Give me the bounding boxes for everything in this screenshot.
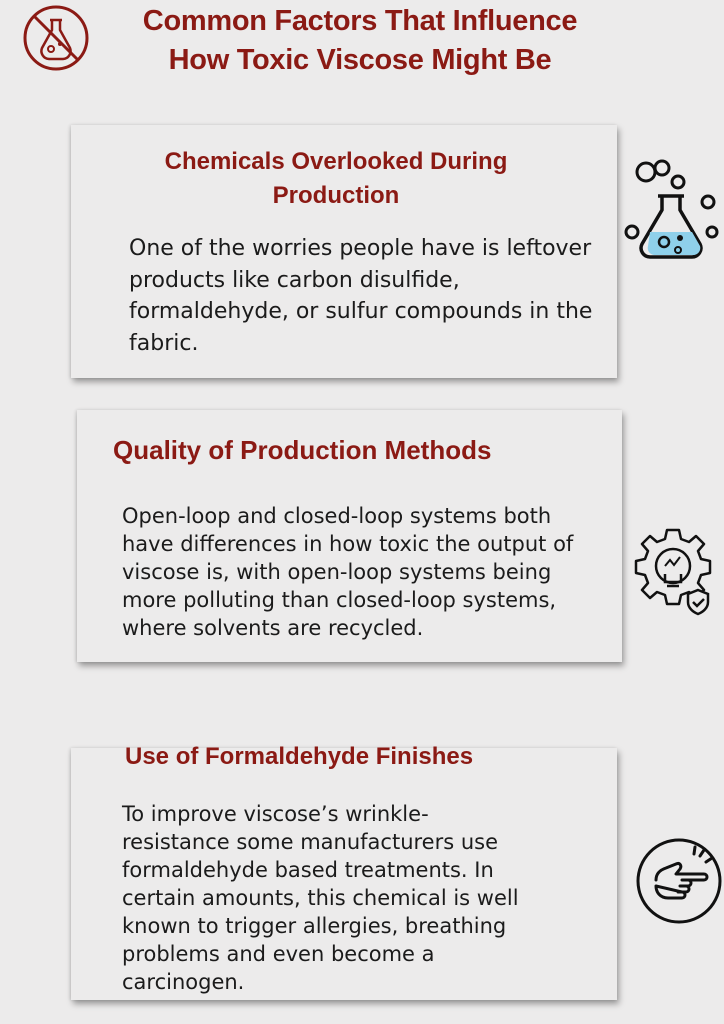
card-body: To improve viscose’s wrinkle-resistance some manufacturers use formaldehyde based treatments. In certain amounts, this chemical is well known to trigger allergies, breathing problems and even become a carcinogen. — [122, 802, 519, 994]
chemical-flask-icon — [618, 158, 720, 266]
page-title-line-2: How Toxic Viscose Might Be — [168, 44, 552, 76]
no-chemical-flask-icon — [20, 2, 92, 74]
card-formaldehyde-finishes — [71, 743, 617, 1000]
card-heading-line-1: Chemicals Overlooked During — [164, 148, 508, 175]
card-chemicals-overlooked — [71, 125, 617, 378]
card-heading-line-2: Production — [272, 182, 400, 209]
card-body: One of the worries people have is leftover products like carbon disulfide, formaldehyde, or sulfur compounds in the fabric. — [129, 236, 593, 356]
pointing-hand-icon — [634, 836, 724, 926]
lightbulb-gear-icon — [626, 524, 720, 618]
card-body: Open-loop and closed-loop systems both have differences in how toxic the output of viscose is, with open-loop systems being more polluting than closed-loop systems, where solvents are recycled. — [122, 504, 574, 640]
card-heading — [71, 145, 601, 213]
card-production-methods — [77, 410, 622, 662]
page-title-line-1: Common Factors That Influence — [142, 5, 578, 37]
card-heading: Use of Formaldehyde Finishes — [125, 743, 474, 770]
page-title — [100, 2, 620, 80]
card-heading: Quality of Production Methods — [113, 435, 492, 465]
